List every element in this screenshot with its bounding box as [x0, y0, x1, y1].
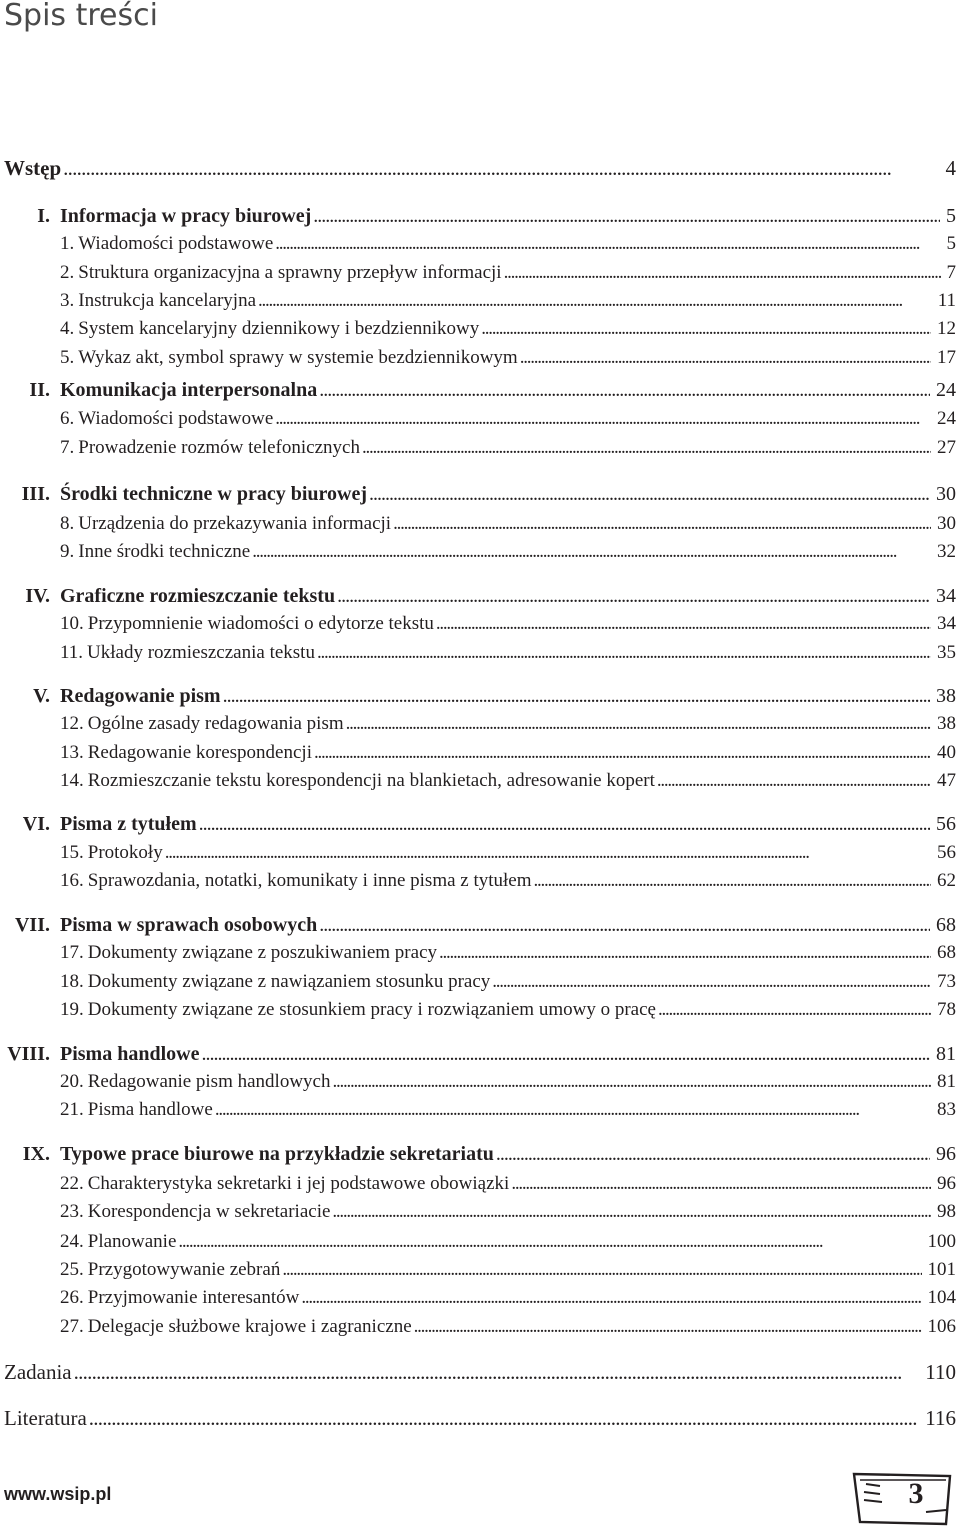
toc-entry-title: Charakterystyka sekretarki i jej podstawowe obowiązki — [87, 1173, 510, 1194]
toc-section-entry[interactable] — [60, 710, 956, 738]
toc-leader-dots — [496, 1140, 930, 1168]
toc-section-entry[interactable] — [60, 968, 956, 996]
toc-section-entry[interactable] — [60, 839, 956, 867]
toc-entry-title: Urządzenia do przekazywania informacji — [78, 513, 392, 534]
toc-entry-number: 10. — [60, 613, 84, 634]
toc-leader-dots — [74, 1358, 920, 1386]
toc-section-entry[interactable] — [60, 259, 956, 287]
toc-entry-page: 101 — [927, 1259, 956, 1280]
toc-section-entry[interactable] — [60, 739, 956, 767]
toc-entry-title: Zadania — [4, 1360, 72, 1384]
toc-entry-title: Inne środki techniczne — [78, 541, 251, 562]
toc-entry-page: 98 — [937, 1201, 956, 1222]
toc-entry-title: Wstęp — [4, 156, 62, 180]
toc-entry-title: Wiadomości podstawowe — [78, 408, 274, 429]
toc-entry-title: Dokumenty związane z poszukiwaniem pracy — [87, 942, 438, 963]
toc-leader-dots — [369, 480, 930, 508]
toc-entry-page: 106 — [927, 1316, 956, 1337]
toc-entry-page: 11 — [937, 290, 956, 311]
toc-entry-page: 7 — [946, 262, 956, 283]
toc-leader-dots — [215, 1096, 931, 1124]
toc-entry-title: Sprawozdania, notatki, komunikaty i inne pisma z tytułem — [87, 870, 532, 891]
toc-entry-page: 47 — [937, 770, 956, 791]
toc-entry-number: 26. — [60, 1287, 84, 1308]
toc-leader-dots — [439, 939, 931, 967]
toc-entry-page: 96 — [937, 1173, 956, 1194]
toc-entry-number: VI. — [22, 813, 50, 835]
toc-entry-number: 5. — [60, 347, 75, 368]
toc-leader-dots — [658, 996, 931, 1024]
toc-entry-page: 78 — [937, 999, 956, 1020]
toc-entry-title: Rozmieszczanie tekstu korespondencji na blankietach, adresowanie kopert — [87, 770, 655, 791]
toc-leader-dots — [301, 1284, 921, 1312]
toc-leader-dots — [332, 1068, 931, 1096]
toc-leader-dots — [89, 1404, 919, 1432]
toc-leader-dots — [337, 582, 930, 610]
toc-section-entry[interactable] — [60, 287, 956, 315]
toc-entry-page: 38 — [937, 713, 956, 734]
toc-entry-page: 62 — [937, 870, 956, 891]
toc-entry-title: Planowanie — [87, 1231, 177, 1252]
open-book-icon — [846, 1470, 956, 1528]
toc-leader-dots — [201, 1040, 930, 1068]
toc-leader-dots — [414, 1313, 922, 1341]
toc-section-entry[interactable] — [60, 1198, 956, 1226]
toc-section-entry[interactable] — [60, 315, 956, 343]
page-title: Spis treści — [4, 0, 158, 33]
toc-entry-page: 24 — [937, 408, 956, 429]
toc-entry-page: 38 — [936, 685, 956, 707]
toc-entry-page: 104 — [927, 1287, 956, 1308]
toc-section-entry[interactable] — [60, 610, 956, 638]
toc-leader-dots — [165, 839, 931, 867]
toc-entry-page: 35 — [937, 642, 956, 663]
toc-entry-number: 25. — [60, 1259, 84, 1280]
toc-entry[interactable] — [4, 1358, 956, 1386]
toc-section-entry[interactable] — [60, 405, 956, 433]
toc-leader-dots — [258, 287, 932, 315]
toc-entry-number: 14. — [60, 770, 84, 791]
toc-entry-page: 17 — [937, 347, 956, 368]
toc-chapter-entry[interactable] — [0, 911, 956, 939]
toc-entry-number: 2. — [60, 262, 75, 283]
toc-entry-page: 30 — [937, 513, 956, 534]
toc-section-entry[interactable] — [60, 434, 956, 462]
toc-leader-dots — [282, 1256, 921, 1284]
toc-entry-title: Ogólne zasady redagowania pism — [87, 713, 344, 734]
toc-leader-dots — [436, 610, 931, 638]
toc-entry-number: 27. — [60, 1316, 84, 1337]
toc-entry-page: 12 — [937, 318, 956, 339]
toc-entry-title: Pisma handlowe — [87, 1099, 213, 1120]
toc-leader-dots — [492, 968, 931, 996]
toc-entry-number: 20. — [60, 1071, 84, 1092]
toc-entry-page: 116 — [925, 1406, 956, 1430]
toc-entry-number: 12. — [60, 713, 84, 734]
toc-entry-title: Struktura organizacyjna a sprawny przepływ informacji — [78, 262, 502, 283]
toc-leader-dots — [275, 405, 931, 433]
toc-entry-page: 73 — [937, 971, 956, 992]
toc-entry-number: 24. — [60, 1231, 84, 1252]
toc-entry-page: 34 — [936, 585, 956, 607]
toc-leader-dots — [223, 682, 930, 710]
toc-section-entry[interactable] — [60, 639, 956, 667]
toc-leader-dots — [314, 739, 931, 767]
toc-leader-dots — [511, 1170, 931, 1198]
toc-leader-dots — [657, 767, 931, 795]
toc-entry-number: 11. — [60, 642, 84, 663]
toc-entry-page: 27 — [937, 437, 956, 458]
toc-chapter-entry[interactable] — [0, 1040, 956, 1068]
toc-leader-dots — [393, 510, 931, 538]
toc-section-entry[interactable] — [60, 1096, 956, 1124]
toc-entry-title: Instrukcja kancelaryjna — [78, 290, 257, 311]
toc-entry-page: 30 — [936, 483, 956, 505]
toc-section-entry[interactable] — [60, 344, 956, 372]
toc-chapter-entry[interactable] — [0, 202, 956, 230]
toc-entry-page: 81 — [937, 1071, 956, 1092]
toc-leader-dots — [178, 1228, 921, 1256]
toc-leader-dots — [275, 230, 940, 258]
toc-leader-dots — [252, 538, 931, 566]
toc-entry[interactable] — [4, 154, 956, 182]
toc-entry-number: 23. — [60, 1201, 84, 1222]
toc-leader-dots — [504, 259, 941, 287]
toc-section-entry[interactable] — [60, 230, 956, 258]
toc-chapter-entry[interactable] — [0, 1140, 956, 1168]
toc-section-entry[interactable] — [60, 1313, 956, 1341]
toc-entry-page: 32 — [937, 541, 956, 562]
toc-entry-number: 15. — [60, 842, 84, 863]
toc-leader-dots — [332, 1198, 931, 1226]
toc-section-entry[interactable] — [60, 1228, 956, 1256]
toc-chapter-entry[interactable] — [0, 682, 956, 710]
toc-entry-page: 5 — [946, 233, 956, 254]
toc-entry-number: 1. — [60, 233, 75, 254]
toc-entry-number: 21. — [60, 1099, 84, 1120]
toc-entry-title: Pisma handlowe — [60, 1043, 200, 1065]
toc-entry-title: Wykaz akt, symbol sprawy w systemie bezdziennikowym — [78, 347, 518, 368]
toc-entry-number: II. — [29, 379, 50, 401]
toc-entry-number: 7. — [60, 437, 75, 458]
toc-entry-number: IX. — [22, 1143, 50, 1165]
toc-entry-title: System kancelaryjny dziennikowy i bezdziennikowy — [78, 318, 480, 339]
toc-chapter-entry[interactable] — [0, 480, 956, 508]
toc-entry[interactable] — [4, 1404, 956, 1432]
toc-chapter-entry[interactable] — [0, 582, 956, 610]
toc-chapter-entry[interactable] — [0, 810, 956, 838]
toc-entry-page: 34 — [937, 613, 956, 634]
toc-entry-title: Informacja w pracy biurowej — [60, 205, 312, 227]
toc-entry-title: Graficzne rozmieszczanie tekstu — [60, 585, 336, 607]
toc-section-entry[interactable] — [60, 1068, 956, 1096]
toc-entry-page: 5 — [946, 205, 956, 227]
toc-leader-dots — [313, 202, 940, 230]
toc-entry-title: Delegacje służbowe krajowe i zagraniczne — [87, 1316, 412, 1337]
toc-entry-title: Redagowanie korespondencji — [87, 742, 312, 763]
toc-entry-page: 56 — [936, 813, 956, 835]
toc-section-entry[interactable] — [60, 867, 956, 895]
toc-entry-page: 4 — [945, 156, 956, 180]
toc-entry-page: 40 — [937, 742, 956, 763]
toc-leader-dots — [534, 867, 931, 895]
toc-entry-page: 96 — [936, 1143, 956, 1165]
toc-leader-dots — [199, 810, 930, 838]
toc-entry-page: 83 — [937, 1099, 956, 1120]
toc-section-entry[interactable] — [60, 1284, 956, 1312]
toc-entry-number: 4. — [60, 318, 75, 339]
toc-section-entry[interactable] — [60, 767, 956, 795]
toc-entry-number: VII. — [14, 914, 50, 936]
toc-entry-title: Pisma z tytułem — [60, 813, 197, 835]
toc-entry-number: 18. — [60, 971, 84, 992]
toc-entry-number: 13. — [60, 742, 84, 763]
toc-entry-page: 24 — [936, 379, 956, 401]
toc-entry-page: 68 — [937, 942, 956, 963]
toc-section-entry[interactable] — [60, 1256, 956, 1284]
toc-entry-page: 110 — [925, 1360, 956, 1384]
toc-section-entry[interactable] — [60, 996, 956, 1024]
toc-entry-number: IV. — [25, 585, 50, 607]
toc-entry-number: 6. — [60, 408, 75, 429]
toc-leader-dots — [520, 344, 931, 372]
toc-section-entry[interactable] — [60, 538, 956, 566]
toc-section-entry[interactable] — [60, 1170, 956, 1198]
toc-entry-title: Literatura — [4, 1406, 87, 1430]
toc-leader-dots — [481, 315, 931, 343]
toc-entry-page: 68 — [936, 914, 956, 936]
toc-entry-number: 3. — [60, 290, 75, 311]
toc-entry-number: 22. — [60, 1173, 84, 1194]
toc-entry-title: Układy rozmieszczania tekstu — [87, 642, 315, 663]
toc-entry-page: 56 — [937, 842, 956, 863]
toc-entry-title: Dokumenty związane ze stosunkiem pracy i rozwiązaniem umowy o pracę — [87, 999, 656, 1020]
toc-leader-dots — [319, 911, 930, 939]
toc-entry-page: 100 — [927, 1231, 956, 1252]
toc-entry-number: 16. — [60, 870, 84, 891]
toc-entry-title: Protokoły — [87, 842, 163, 863]
page-number: 3 — [908, 1477, 924, 1510]
toc-leader-dots — [63, 154, 939, 182]
toc-chapter-entry[interactable] — [0, 376, 956, 404]
toc-entry-number: VIII. — [7, 1043, 50, 1065]
toc-entry-title: Redagowanie pism — [60, 685, 221, 707]
toc-entry-title: Prowadzenie rozmów telefonicznych — [78, 437, 360, 458]
toc-entry-title: Komunikacja interpersonalna — [60, 379, 318, 401]
toc-entry-title: Typowe prace biurowe na przykładzie sekretariatu — [60, 1143, 494, 1165]
toc-entry-number: III. — [21, 483, 50, 505]
toc-entry-number: V. — [33, 685, 50, 707]
toc-entry-number: 9. — [60, 541, 75, 562]
toc-entry-title: Wiadomości podstawowe — [78, 233, 274, 254]
toc-leader-dots — [317, 639, 931, 667]
toc-entry-title: Przygotowywanie zebrań — [87, 1259, 281, 1280]
toc-entry-title: Pisma w sprawach osobowych — [60, 914, 318, 936]
toc-entry-number: 19. — [60, 999, 84, 1020]
toc-section-entry[interactable] — [60, 939, 956, 967]
toc-entry-title: Przypomnienie wiadomości o edytorze tekstu — [87, 613, 434, 634]
toc-leader-dots — [346, 710, 931, 738]
toc-entry-number: 8. — [60, 513, 75, 534]
toc-entry-number: 17. — [60, 942, 84, 963]
publisher-url[interactable]: www.wsip.pl — [4, 1484, 112, 1504]
toc-entry-page: 81 — [936, 1043, 956, 1065]
toc-entry-title: Środki techniczne w pracy biurowej — [60, 483, 368, 505]
toc-entry-title: Redagowanie pism handlowych — [87, 1071, 331, 1092]
toc-entry-number: I. — [37, 205, 50, 227]
toc-entry-title: Korespondencja w sekretariacie — [87, 1201, 331, 1222]
toc-section-entry[interactable] — [60, 510, 956, 538]
toc-entry-title: Przyjmowanie interesantów — [87, 1287, 300, 1308]
toc-leader-dots — [319, 376, 930, 404]
toc-entry-title: Dokumenty związane z nawiązaniem stosunku pracy — [87, 971, 491, 992]
toc-leader-dots — [362, 434, 931, 462]
